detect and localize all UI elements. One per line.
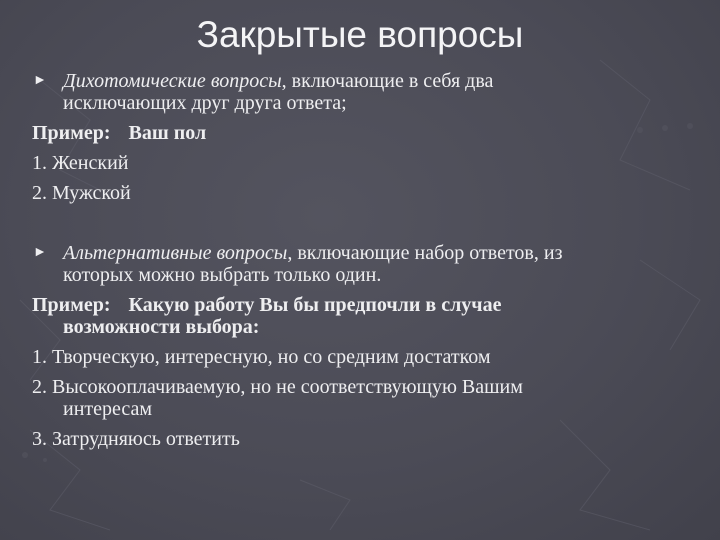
option-item: 3. Затрудняюсь ответить (32, 428, 240, 450)
option-item: 1. Творческую, интересную, но со средним достатком (32, 346, 491, 368)
bullet-rest: , включающие в себя два (281, 70, 494, 92)
option-line2: интересам (63, 398, 153, 420)
bullet-line2: исключающих друг друга ответа; (63, 92, 347, 114)
bullet-term: Дихотомические вопросы (63, 70, 282, 92)
triangle-right-icon: ► (33, 73, 47, 88)
triangle-right-icon: ► (33, 245, 47, 260)
option-item: 1. Женский (32, 152, 129, 174)
slide-content (32, 70, 692, 450)
bullet-dichotomous (32, 70, 692, 114)
bullet-line2: которых можно выбрать только один. (63, 264, 382, 286)
option-item: 2. Мужской (32, 182, 131, 204)
bullet-rest: , включающие набор ответов, из (287, 242, 563, 264)
example-line (32, 122, 692, 144)
example-question: Какую работу Вы бы предпочли в случае (128, 294, 502, 316)
example-label: Пример: (32, 294, 111, 316)
bullet-text (63, 70, 692, 92)
example-label: Пример: (32, 122, 111, 144)
option-line1: 2. Высокооплачиваемую, но не соответствующую Вашим (32, 376, 523, 398)
bullet-text (63, 242, 692, 264)
option-item (32, 376, 692, 420)
example-line (32, 294, 692, 338)
example-question: Ваш пол (128, 122, 207, 144)
slide-title: Закрытые вопросы (196, 14, 524, 55)
bullet-term: Альтернативные вопросы (63, 242, 288, 264)
example-question-line2: возможности выбора: (63, 316, 260, 338)
bullet-alternative (32, 242, 692, 286)
